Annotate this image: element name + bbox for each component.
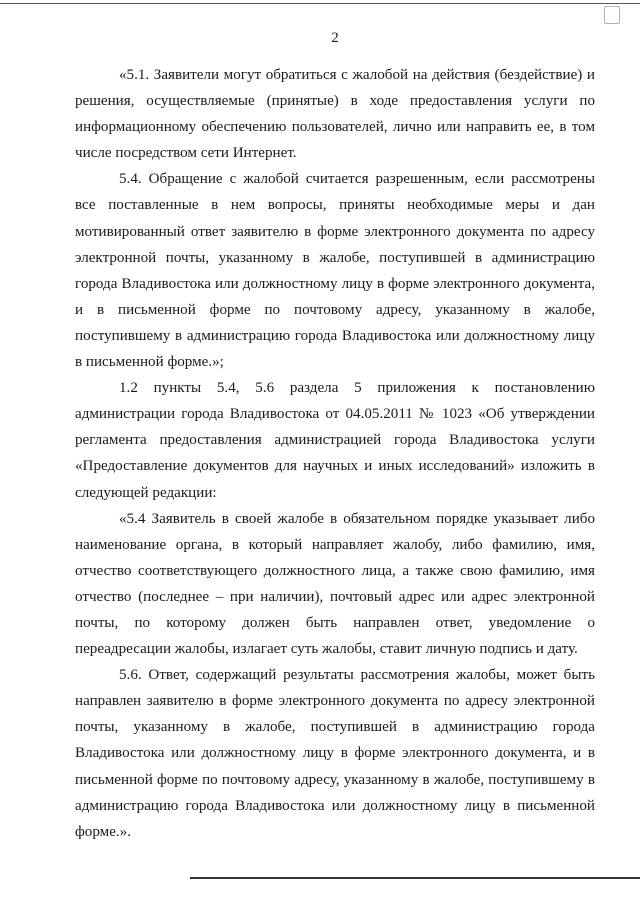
paragraph-5-4-complaint-contents: «5.4 Заявитель в своей жалобе в обязательном порядке указывает либо наименование органа, в который направляет жалобу, либо фамилию, имя, отчество соответствующего должностного лица, а также свою фамилию, имя отчество (последнее – при наличии), почтовый адрес или адрес электронной почты, по которому должен быть направлен ответ, уведомление о переадресации жалобы, излагает суть жалобы, ставит личную подпись и дату. (75, 510, 595, 658)
document-page (75, 30, 595, 845)
scan-edge-bottom (190, 877, 640, 879)
paragraph-5-1: «5.1. Заявители могут обратиться с жалобой на действия (бездействие) и решения, осуществляемые (принятые) в ходе предоставления услуги по информационному обеспечению пользователей, лично или направить ее, в том числе посредством сети Интернет. (75, 67, 595, 162)
page-number: 2 (331, 30, 339, 46)
paragraph-5-6-response: 5.6. Ответ, содержащий результаты рассмотрения жалобы, может быть направлен заявителю в форме электронного документа по адресу электронной почты, указанному в жалобе, поступившей в администрацию города Владивостока или должностному лицу в форме электронного документа, и в письменной форме по почтовому адресу, указанному в жалобе, поступившему в администрацию города Владивостока или должностному лицу в письменной форме.». (75, 667, 595, 840)
paragraph-5-4-resolved: 5.4. Обращение с жалобой считается разрешенным, если рассмотрены все поставленные в нем вопросы, приняты необходимые меры и дан мотивированный ответ заявителю в форме электронного документа по адресу электронной почты, указанному в жалобе, поступившей в администрацию города Владивостока или должностному лицу в форме электронного документа, и в письменной форме по почтовому адресу, указанному в жалобе, поступившему в администрацию города Владивостока или должностному лицу в письменной форме.»; (75, 171, 595, 371)
scan-edge-top (0, 3, 640, 4)
paragraph-1-2-amendment: 1.2 пункты 5.4, 5.6 раздела 5 приложения к постановлению администрации города Владивостока от 04.05.2011 № 1023 «Об утверждении регламента предоставления администрацией города Владивостока услуги «Предоставление документов для научных и иных исследований» изложить в следующей редакции: (75, 380, 595, 501)
scan-artifact-mark (604, 6, 620, 24)
